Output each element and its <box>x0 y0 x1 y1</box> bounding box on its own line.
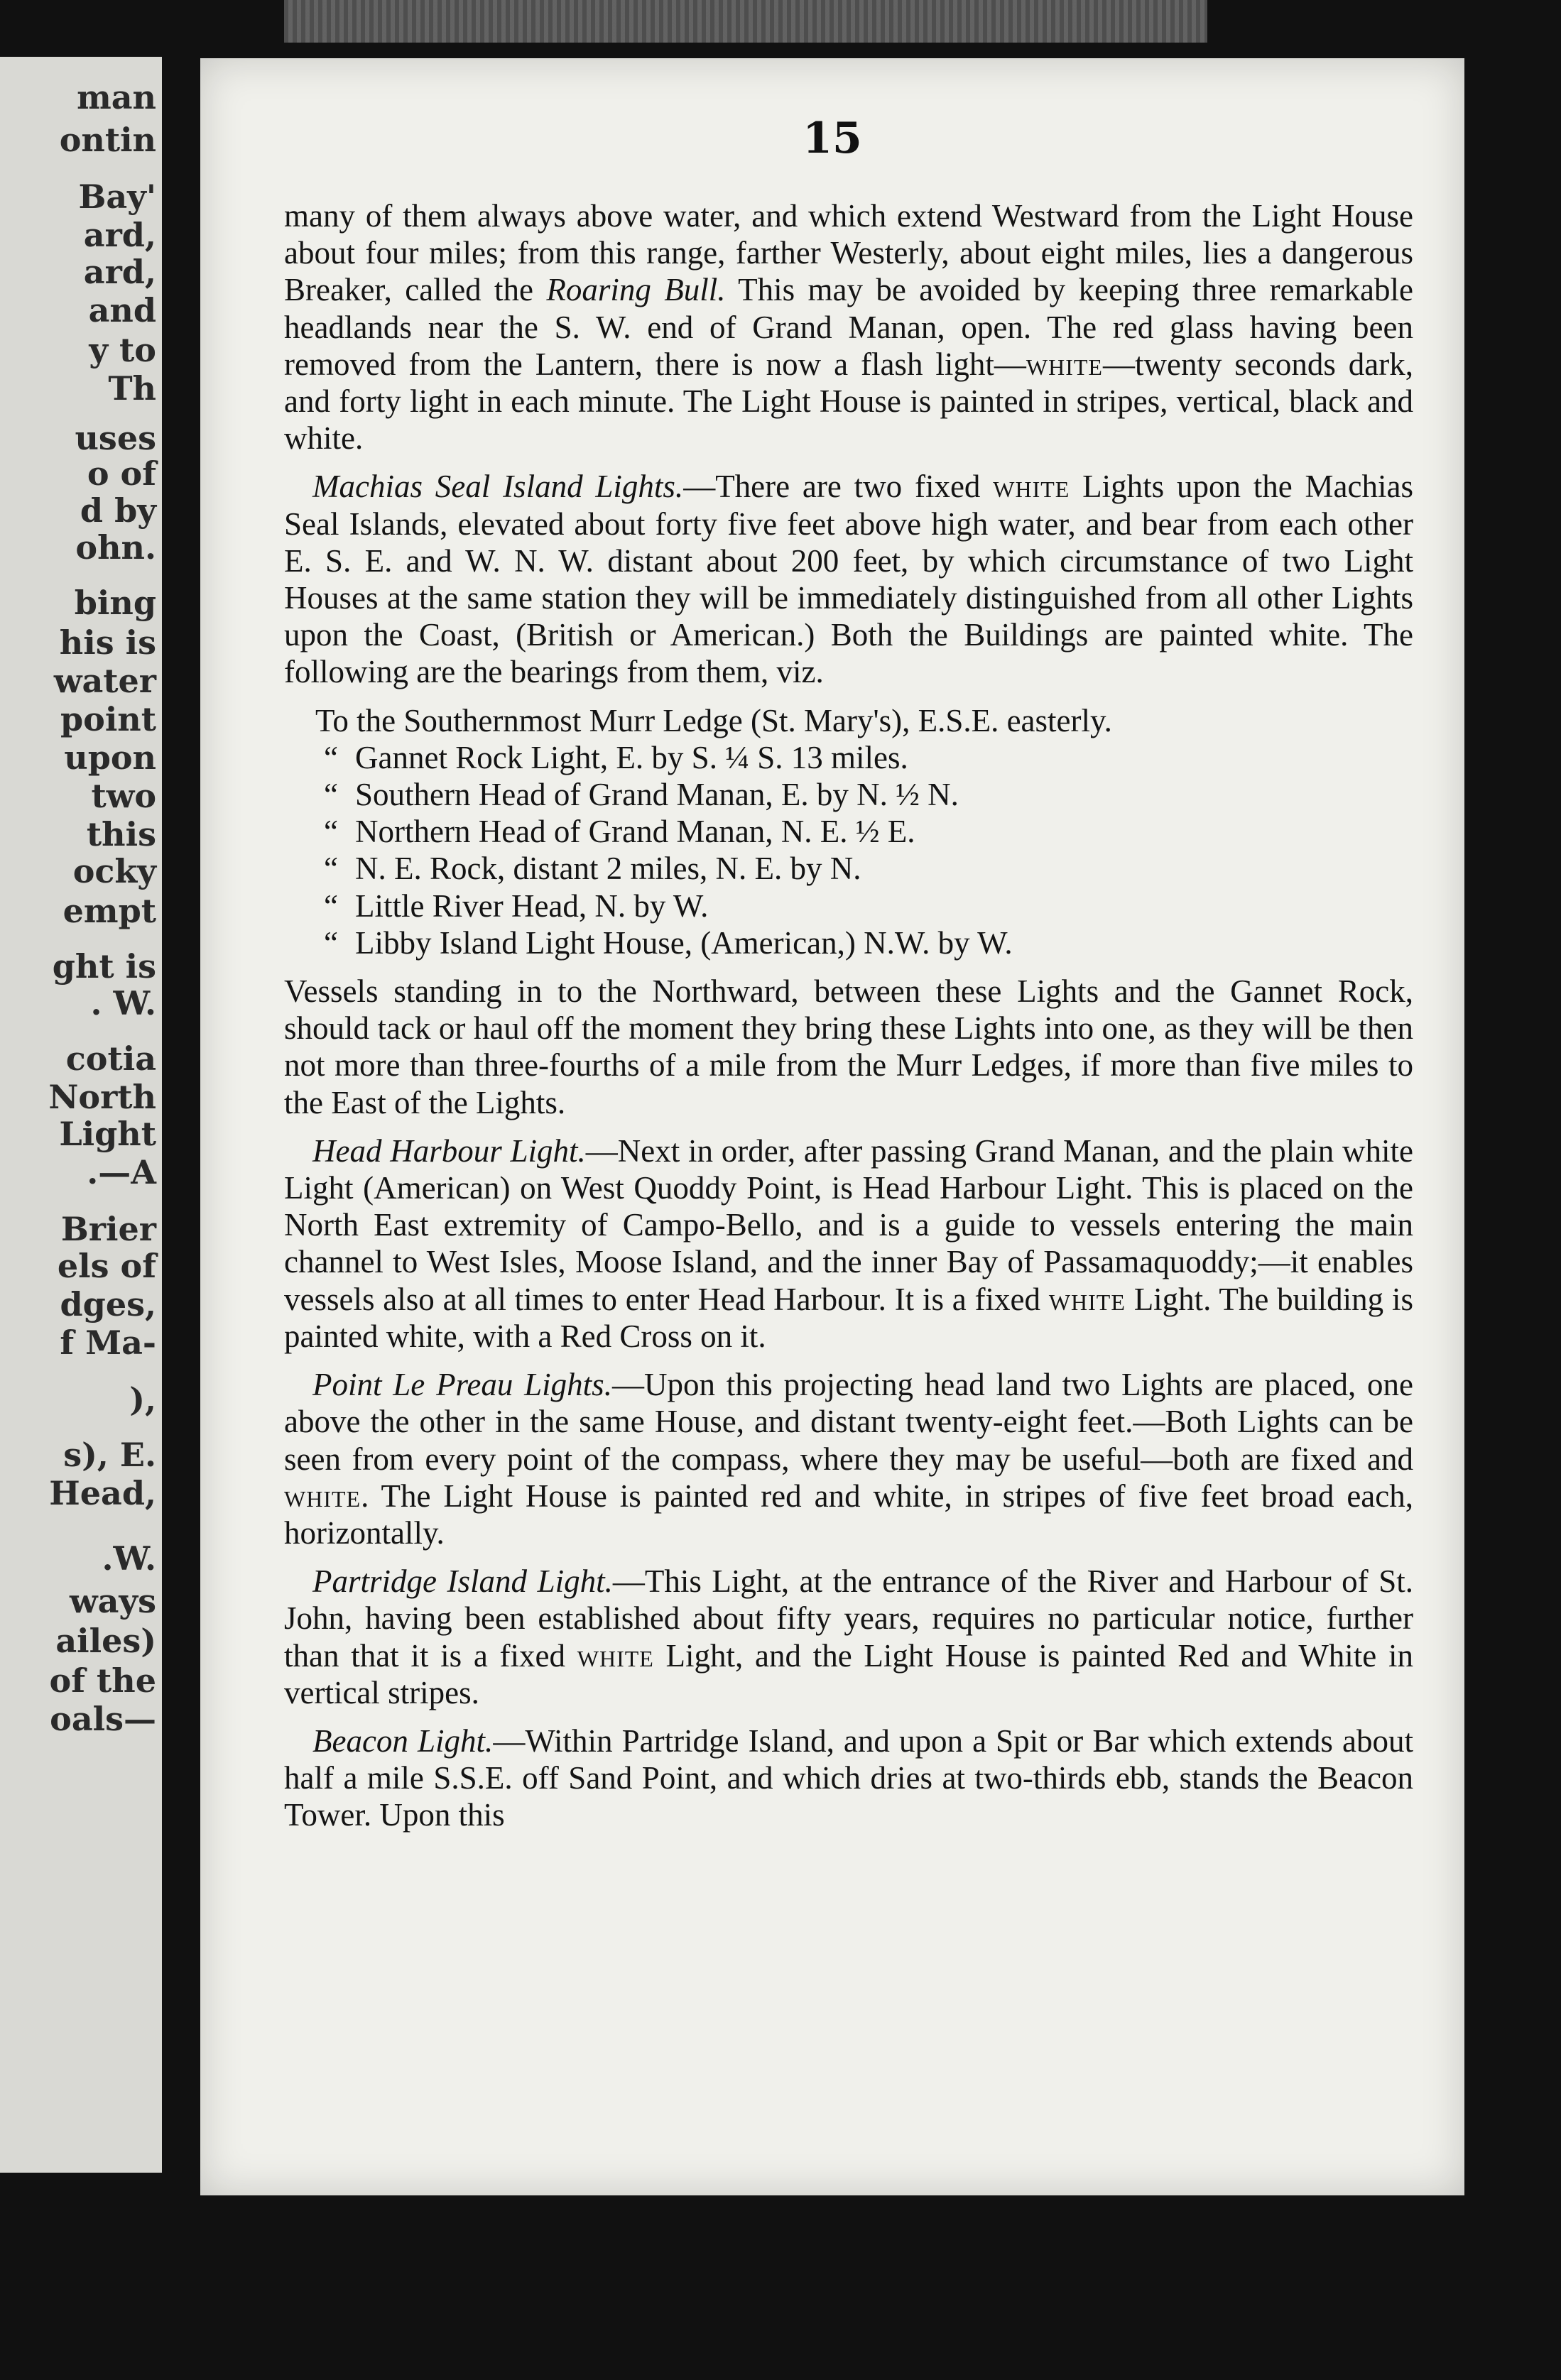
left-page-line: his is <box>59 623 156 662</box>
left-page-line: and <box>88 291 156 329</box>
left-page-line: d by <box>80 491 156 530</box>
bearings-list <box>284 702 1413 961</box>
left-page-line: of the <box>49 1661 156 1700</box>
left-page-line: Light <box>59 1115 156 1153</box>
left-page-line: Head, <box>49 1474 156 1512</box>
bearing-row <box>284 850 1413 887</box>
partridge-paragraph: Partridge Island Light.—This Light, at the entrance of the River and Harbour of St. John, having been established about fifty years, requires no particular notice, further than that it is a fixed white Light, and the Light House is painted Red and White in vertical stripes. <box>284 1563 1413 1710</box>
left-page-line: .W. <box>102 1539 156 1578</box>
left-page-line: empt <box>62 892 156 930</box>
machias-paragraph: Machias Seal Island Lights.—There are two fixed white Lights upon the Machias Seal Islands, elevated about forty five feet above high water, and bear from each other E. S. E. and W. N. W. distant about 200 feet, by which circumstance of two Light Houses at the same station they will be immediately distinguished from all other Lights upon the Coast, (British or American.) Both the Buildings are painted white. The following are the bearings from them, viz. <box>284 469 1413 690</box>
bearing-text: Little River Head, N. by W. <box>355 888 709 924</box>
left-page-line: two <box>91 777 156 815</box>
left-page-line: els of <box>57 1247 156 1285</box>
beacon-paragraph: Beacon Light.—Within Partridge Island, and upon a Spit or Bar which extends about half a mile S.S.E. off Sand Point, and which dries at two-thirds ebb, stands the Beacon Tower. Upon this <box>284 1723 1413 1833</box>
left-page-line: o of <box>87 454 156 493</box>
left-page-line: . W. <box>90 984 156 1022</box>
ditto-mark: “ <box>324 777 338 813</box>
left-page-line: cotia <box>65 1039 156 1078</box>
left-page-line: ailes) <box>55 1622 156 1660</box>
left-page-line: Bay' <box>78 178 156 216</box>
left-page-line: oals— <box>50 1700 156 1738</box>
head-harbour-paragraph: Head Harbour Light.—Next in order, after passing Grand Manan, and the plain white Light (American) on West Quoddy Point, is Head Harbour Light. This is placed on the North East extremity of Campo-Bello, and is a guide to vessels entering the main channel to West Isles, Moose Island, and the inner Bay of Passamaquoddy;—it enables vessels also at all times to enter Head Harbour. It is a fixed white Light. The building is painted white, with a Red Cross on it. <box>284 1132 1414 1354</box>
left-page-line: uses <box>75 419 156 457</box>
page-body <box>284 197 1413 1845</box>
left-page-line: ways <box>69 1582 156 1620</box>
left-page-line: ard, <box>83 253 156 291</box>
bearing-row <box>284 776 1413 813</box>
left-page-line: man <box>77 78 156 116</box>
top-edge-strip <box>284 0 1207 43</box>
left-page-line: ght is <box>52 947 156 986</box>
left-page-line: ard, <box>83 216 156 254</box>
bearing-row <box>284 813 1413 850</box>
ditto-mark: “ <box>324 814 338 850</box>
left-page-line: North <box>48 1078 156 1116</box>
left-page-line: bing <box>74 584 156 622</box>
left-page-line: Th <box>108 369 156 408</box>
bearing-row <box>284 924 1413 961</box>
ditto-mark: “ <box>324 888 338 924</box>
section-heading: Point Le Preau Lights. <box>312 1367 612 1403</box>
left-page-line: water <box>53 662 156 700</box>
left-page-line: dges, <box>60 1285 156 1323</box>
section-heading: Head Harbour Light. <box>312 1132 586 1169</box>
bearing-text: Gannet Rock Light, E. by S. ¼ S. 13 miles. <box>355 739 908 775</box>
left-page-line: ohn. <box>75 528 156 567</box>
bearing-row <box>284 739 1413 776</box>
bearing-text: N. E. Rock, distant 2 miles, N. E. by N. <box>355 851 861 887</box>
left-page-line: this <box>86 815 156 853</box>
vessels-paragraph: Vessels standing in to the Northward, between these Lights and the Gannet Rock, should tack or haul off the moment they bring these Lights into one, as they will be then not more than three-fourths of a mile from the Murr Ledges, if more than five miles to the East of the Lights. <box>284 973 1413 1120</box>
ditto-mark: “ <box>324 851 338 887</box>
section-heading: Beacon Light. <box>312 1723 494 1759</box>
left-page-line: upon <box>64 738 156 777</box>
left-page-line: Brier <box>60 1210 156 1248</box>
left-page-line: ontin <box>59 121 156 159</box>
left-page-line: point <box>60 700 156 738</box>
section-heading: Partridge Island Light. <box>312 1563 613 1600</box>
bearing-row <box>284 888 1413 924</box>
book-page <box>200 58 1464 2195</box>
bearing-text: Southern Head of Grand Manan, E. by N. ½ N. <box>355 777 959 813</box>
section-heading: Machias Seal Island Lights. <box>312 469 684 505</box>
left-page-line: y to <box>89 331 156 369</box>
bearing-text: Northern Head of Grand Manan, N. E. ½ E. <box>355 814 915 850</box>
left-page-line: .—A <box>87 1153 156 1191</box>
left-page-line: s), E. <box>63 1436 156 1474</box>
bearing-text: Libby Island Light House, (American,) N.W. by W. <box>355 924 1013 961</box>
left-page-line: ), <box>129 1380 156 1419</box>
ditto-mark: “ <box>324 924 338 961</box>
bearing-first: To the Southernmost Murr Ledge (St. Mary's), E.S.E. easterly. <box>315 702 1112 738</box>
continuation-paragraph: many of them always above water, and which extend Westward from the Light House about four miles; from this range, farther Westerly, about eight miles, lies a dangerous Breaker, called the Roaring Bull. This may be avoided by keeping three remarkable headlands near the S. W. end of Grand Manan, open. The red glass having been removed from the Lantern, there is now a flash light—white—twenty seconds dark, and forty light in each minute. The Light House is painted in stripes, vertical, black and white. <box>284 198 1413 457</box>
adjacent-page-fragment <box>0 57 162 2173</box>
ditto-mark: “ <box>324 739 338 775</box>
left-page-line: ocky <box>72 852 156 890</box>
le-preau-paragraph: Point Le Preau Lights.—Upon this projecting head land two Lights are placed, one above the other in the same House, and distant twenty-eight feet.—Both Lights can be seen from every point of the compass, where they may be useful—both are fixed and white. The Light House is painted red and white, in stripes of five feet broad each, horizontally. <box>284 1367 1413 1551</box>
left-page-line: f Ma- <box>60 1323 156 1362</box>
page-number: 15 <box>803 114 862 163</box>
